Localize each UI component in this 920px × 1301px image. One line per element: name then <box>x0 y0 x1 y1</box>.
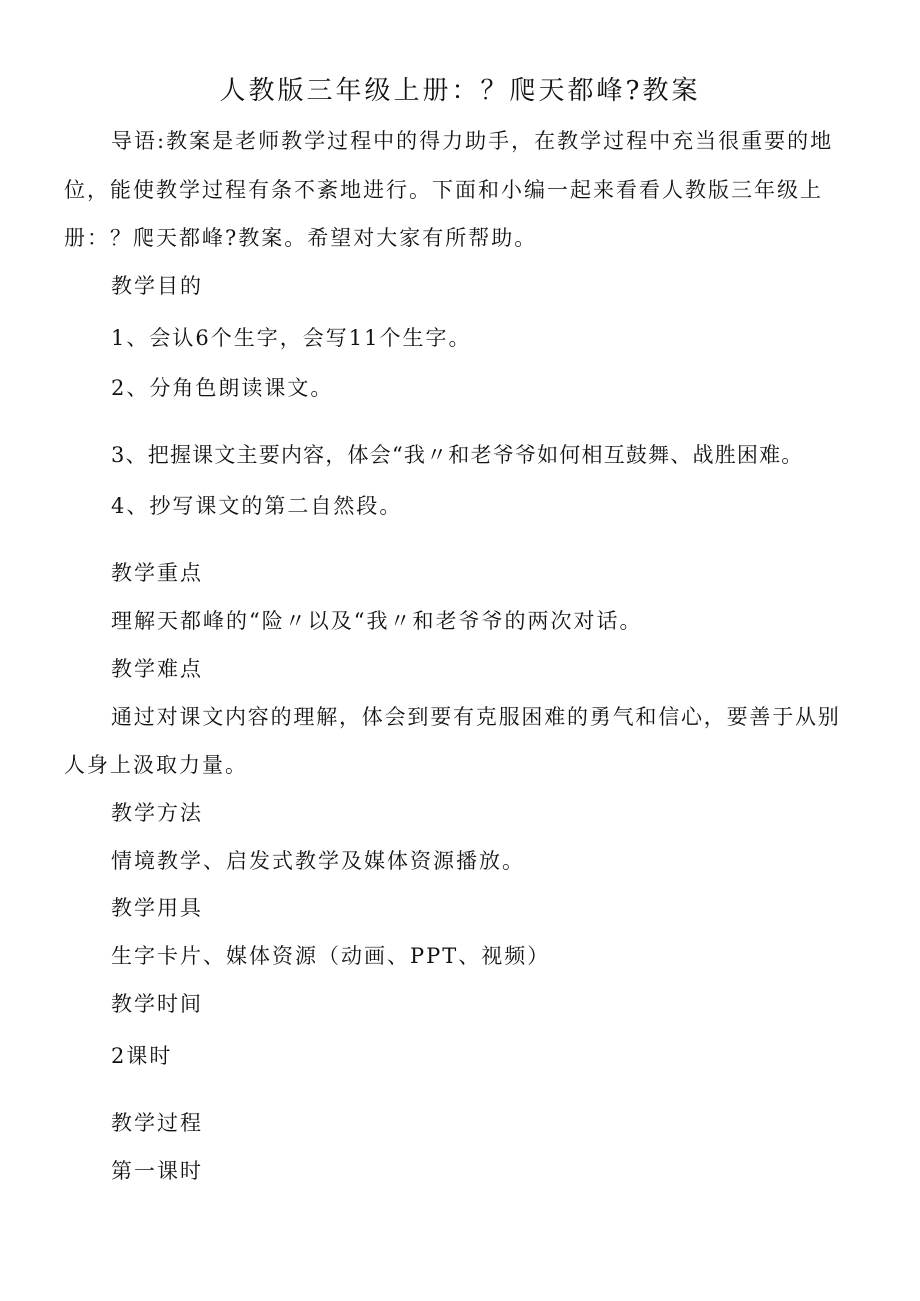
objective-item-2: 2、分角色朗读课文。 <box>111 376 334 400</box>
objective-item-1: 1、会认6个生字，会写11个生字。 <box>111 326 472 350</box>
time-heading: 教学时间 <box>111 992 203 1016</box>
key-points-heading: 教学重点 <box>111 561 203 585</box>
key-points-text: 理解天都峰的“险〃以及“我〃和老爷爷的两次对话。 <box>111 609 643 633</box>
first-lesson-heading: 第一课时 <box>111 1159 203 1183</box>
difficulties-line-2: 人身上汲取力量。 <box>64 753 248 777</box>
difficulties-heading: 教学难点 <box>111 657 203 681</box>
methods-text: 情境教学、启发式教学及媒体资源播放。 <box>111 849 525 873</box>
process-heading: 教学过程 <box>111 1111 203 1135</box>
tools-text: 生字卡片、媒体资源（动画、PPT、视频） <box>111 944 551 968</box>
objectives-heading: 教学目的 <box>111 274 203 298</box>
difficulties-line-1: 通过对课文内容的理解，体会到要有克服困难的勇气和信心，要善于从别 <box>111 705 841 729</box>
objective-item-3: 3、把握课文主要内容，体会“我〃和老爷爷如何相互鼓舞、战胜困难。 <box>111 443 804 467</box>
intro-line-1: 导语:教案是老师教学过程中的得力助手，在教学过程中充当很重要的地 <box>111 129 834 153</box>
tools-heading: 教学用具 <box>111 896 203 920</box>
intro-line-3: 册：？爬天都峰?教案。希望对大家有所帮助。 <box>64 226 538 250</box>
intro-line-2: 位，能使教学过程有条不紊地进行。下面和小编一起来看看人教版三年级上 <box>64 178 823 202</box>
document-title: 人教版三年级上册：？爬天都峰?教案 <box>219 76 701 106</box>
time-text: 2课时 <box>111 1044 173 1068</box>
methods-heading: 教学方法 <box>111 801 203 825</box>
objective-item-4: 4、抄写课文的第二自然段。 <box>111 494 403 518</box>
